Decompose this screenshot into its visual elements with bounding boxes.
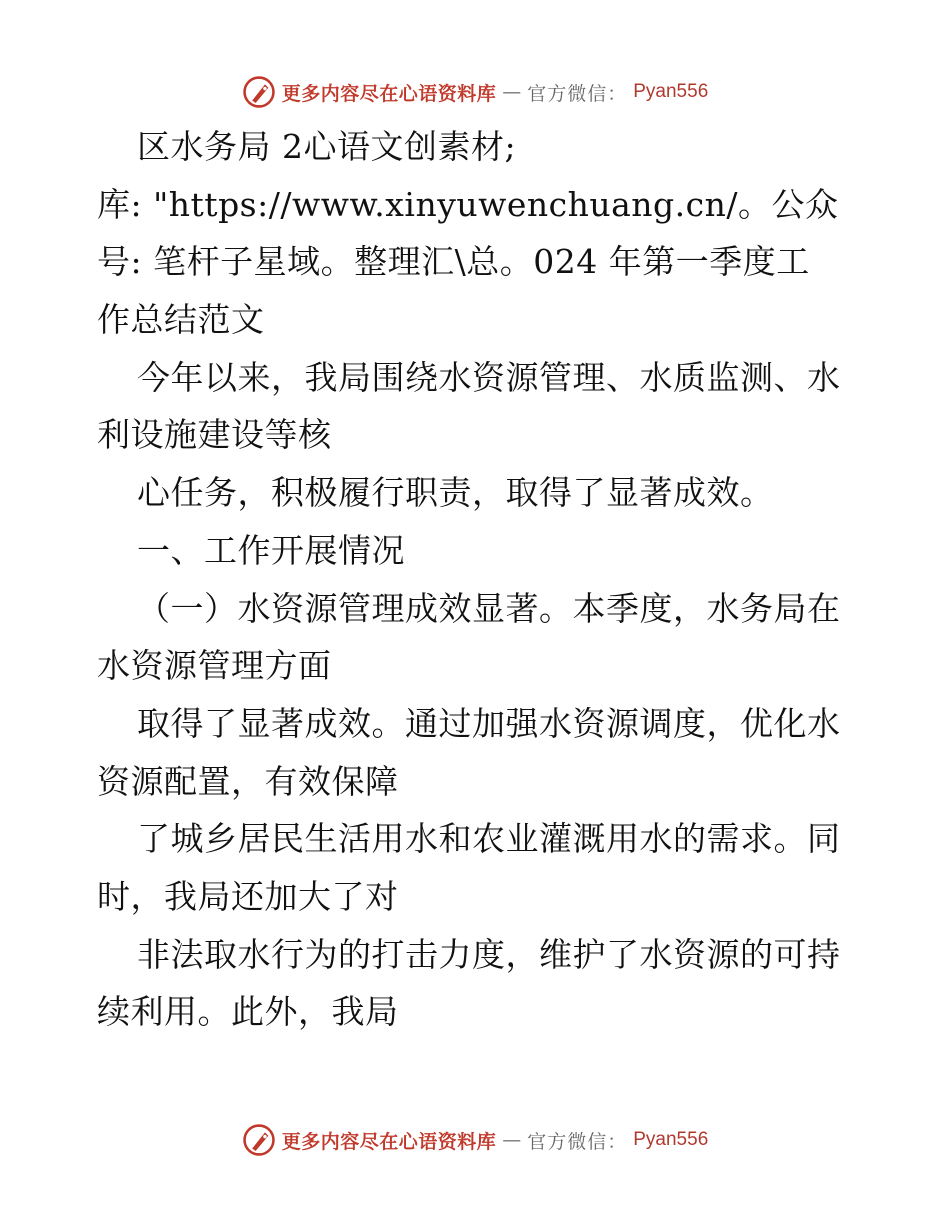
text-line: 续利用。此外，我局: [97, 992, 399, 1032]
text-line: 区水务局 2心语文创素材;: [137, 127, 517, 166]
banner-separator: —: [502, 81, 522, 103]
header-banner: [0, 72, 950, 112]
banner-wechat-label: 官方微信：: [527, 1130, 628, 1153]
text-line: 资源配置，有效保障: [97, 761, 399, 801]
banner-main-text: 更多内容尽在心语资料库: [281, 1130, 497, 1153]
pen-nib-logo-icon: [242, 75, 276, 109]
text-line: 了城乡居民生活用水和农业灌溉用水的需求。同: [137, 819, 841, 859]
text-line: 今年以来，我局围绕水资源管理、水质监测、水: [137, 357, 841, 397]
banner-wechat-label: 官方微信：: [527, 82, 628, 105]
text-line: 时，我局还加大了对: [97, 876, 399, 916]
text-line: 取得了显著成效。通过加强水资源调度，优化水: [137, 703, 841, 743]
text-line: 水资源管理方面: [97, 646, 332, 686]
document-body: [97, 118, 857, 1041]
text-line: 心任务，积极履行职责，取得了显著成效。: [137, 473, 774, 513]
text-line: 非法取水行为的打击力度，维护了水资源的可持: [137, 934, 841, 974]
banner-wechat-id: Pyan556: [633, 81, 709, 102]
text-line: 利设施建设等核: [97, 415, 332, 455]
footer-banner: [0, 1120, 950, 1160]
text-line: （一）水资源管理成效显著。本季度，水务局在: [137, 588, 841, 628]
text-line: 库: "https://www.xinyuwenchuang.cn/。公众: [97, 184, 839, 224]
banner-wechat-id: Pyan556: [633, 1129, 709, 1150]
text-line: 作总结范文: [97, 300, 265, 340]
text-line: 号: 笔杆子星域。整理汇\总。024 年第一季度工: [97, 242, 810, 282]
pen-nib-logo-icon: [242, 1123, 276, 1157]
banner-separator: —: [502, 1129, 522, 1151]
banner-main-text: 更多内容尽在心语资料库: [281, 82, 497, 105]
section-heading: 一、工作开展情况: [137, 530, 405, 570]
